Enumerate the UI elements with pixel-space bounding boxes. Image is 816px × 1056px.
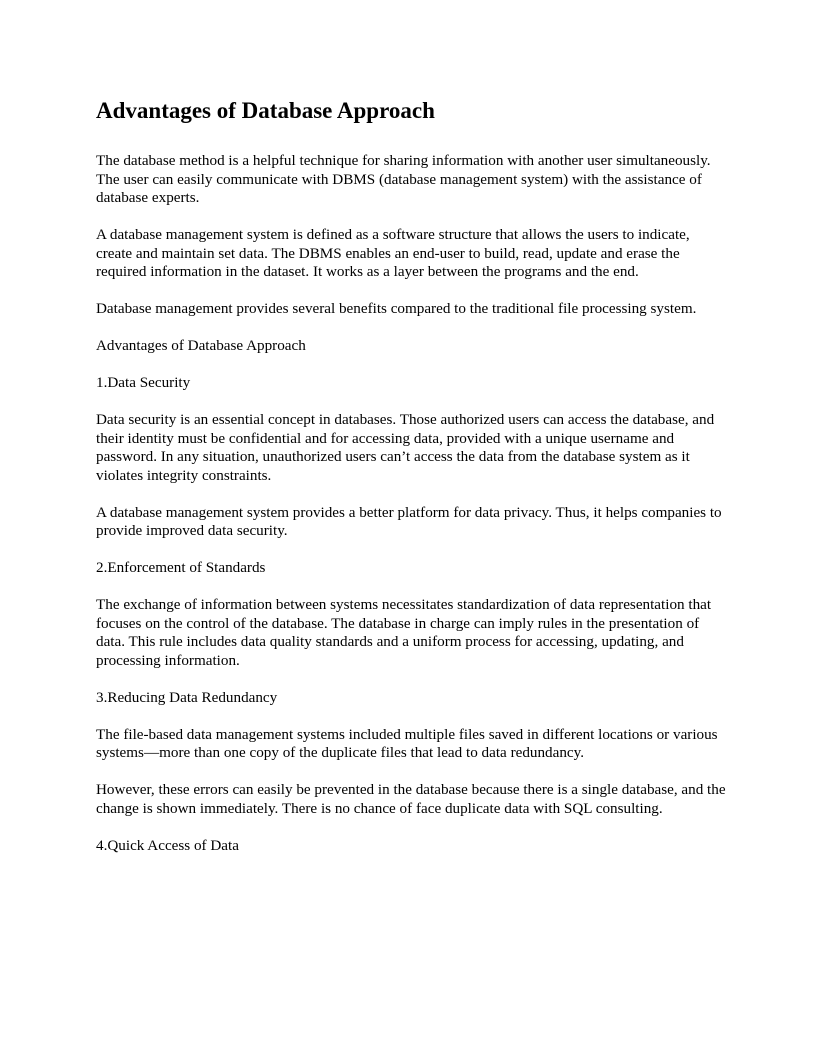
dbms-definition-paragraph: A database management system is defined as a software structure that allows the users to indicate, create and maintain set data. The DBMS enables an end-user to build, read, update and erase the required information in the dataset. It works as a layer between the programs and the end. bbox=[96, 226, 690, 280]
section-heading-reducing-data-redundancy: 3.Reducing Data Redundancy bbox=[96, 688, 278, 706]
advantages-subheading: Advantages of Database Approach bbox=[96, 337, 306, 354]
page-title: Advantages of Database Approach bbox=[96, 98, 435, 123]
benefits-paragraph: Database management provides several benefits compared to the traditional file processing system. bbox=[96, 300, 697, 317]
data-security-paragraph: Data security is an essential concept in databases. Those authorized users can access the database, and their identity must be confidential and for accessing data, provided with a unique username and password. In any situation, unauthorized users can’t access the data from the database system as it violates integrity constraints. bbox=[96, 411, 715, 484]
section-heading-enforcement-of-standards: 2.Enforcement of Standards bbox=[96, 559, 266, 576]
redundancy-paragraph: The file-based data management systems included multiple files saved in different locations or various systems—more than one copy of the duplicate files that lead to data redundancy. bbox=[96, 725, 718, 761]
intro-paragraph: The database method is a helpful technique for sharing information with another user simultaneously. The user can easily communicate with DBMS (database management system) with the assistance of database experts. bbox=[96, 152, 711, 206]
section-heading-data-security: 1.Data Security bbox=[96, 374, 191, 391]
single-database-paragraph: However, these errors can easily be prevented in the database because there is a single database, and the change is shown immediately. There is no chance of face duplicate data with SQL consulting. bbox=[96, 781, 726, 817]
section-heading-quick-access-of-data: 4.Quick Access of Data bbox=[96, 836, 239, 854]
standards-paragraph: The exchange of information between systems necessitates standardization of data representation that focuses on the control of the database. The database in charge can imply rules in the presentation of data. This rule includes data quality standards and a uniform process for accessing, updating, and processing information. bbox=[96, 596, 712, 669]
data-privacy-paragraph: A database management system provides a better platform for data privacy. Thus, it helps companies to provide improved data security. bbox=[96, 503, 722, 539]
document-page bbox=[96, 96, 726, 874]
